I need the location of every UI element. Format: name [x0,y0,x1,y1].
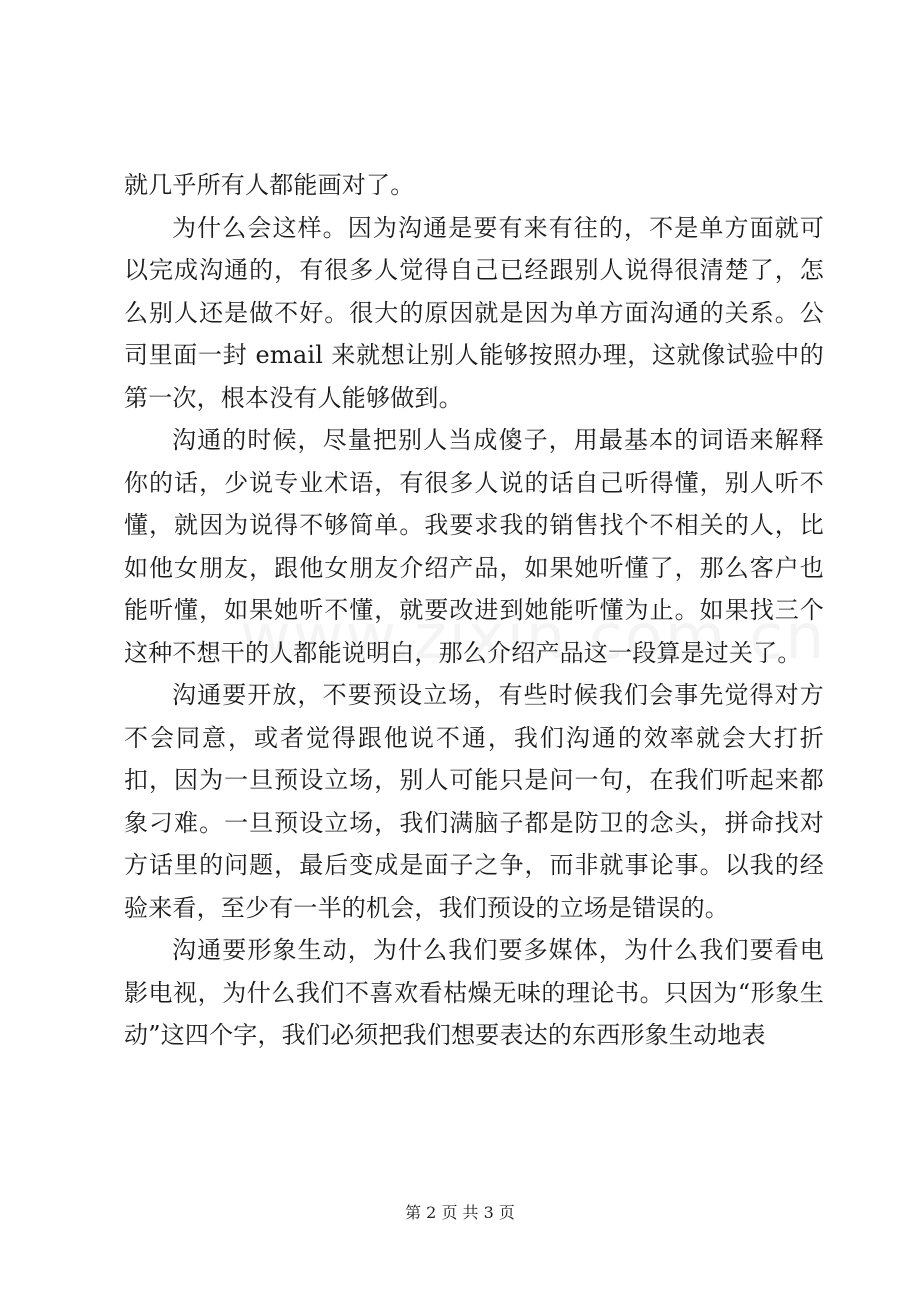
document-body [124,164,824,1057]
paragraph-simple-language: 沟通的时候，尽量把别人当成傻子，用最基本的词语来解释你的话，少说专业术语，有很多人说的话自己听得懂，别人听不懂，就因为说得不够简单。我要求我的销售找个不相关的人，比如他女朋友，跟他女朋友介绍产品，如果她听懂了，那么客户也能听懂，如果她听不懂，就要改进到她能听懂为止。如果找三个这种不想干的人都能说明白，那么介绍产品这一段算是过关了。 [124,426,824,667]
paragraph-continuation: 就几乎所有人都能画对了。 [124,171,415,199]
paragraph-open-mind: 沟通要开放，不要预设立场，有些时候我们会事先觉得对方不会同意，或者觉得跟他说不通，我们沟通的效率就会大打折扣，因为一旦预设立场，别人可能只是问一句，在我们听起来都象刁难。一旦预设立场，我们满脑子都是防卫的念头，拼命找对方话里的问题，最后变成是面子之争，而非就事论事。以我的经验来看，至少有一半的机会，我们预设的立场是错误的。 [124,681,824,922]
paragraph-vivid-communication: 沟通要形象生动，为什么我们要多媒体，为什么我们要看电影电视，为什么我们不喜欢看枯燥无味的理论书。只因为“形象生动”这四个字，我们必须把我们想要表达的东西形象生动地表 [124,936,824,1049]
page-footer: 第 2 页 共 3 页 [405,1203,515,1222]
paragraph-two-way-communication: 为什么会这样。因为沟通是要有来有往的，不是单方面就可以完成沟通的，有很多人觉得自己已经跟别人说得很清楚了，怎么别人还是做不好。很大的原因就是因为单方面沟通的关系。公司里面一封 email 来就想让别人能够按照办理，这就像试验中的第一次，根本没有人能够做到。 [124,213,824,412]
